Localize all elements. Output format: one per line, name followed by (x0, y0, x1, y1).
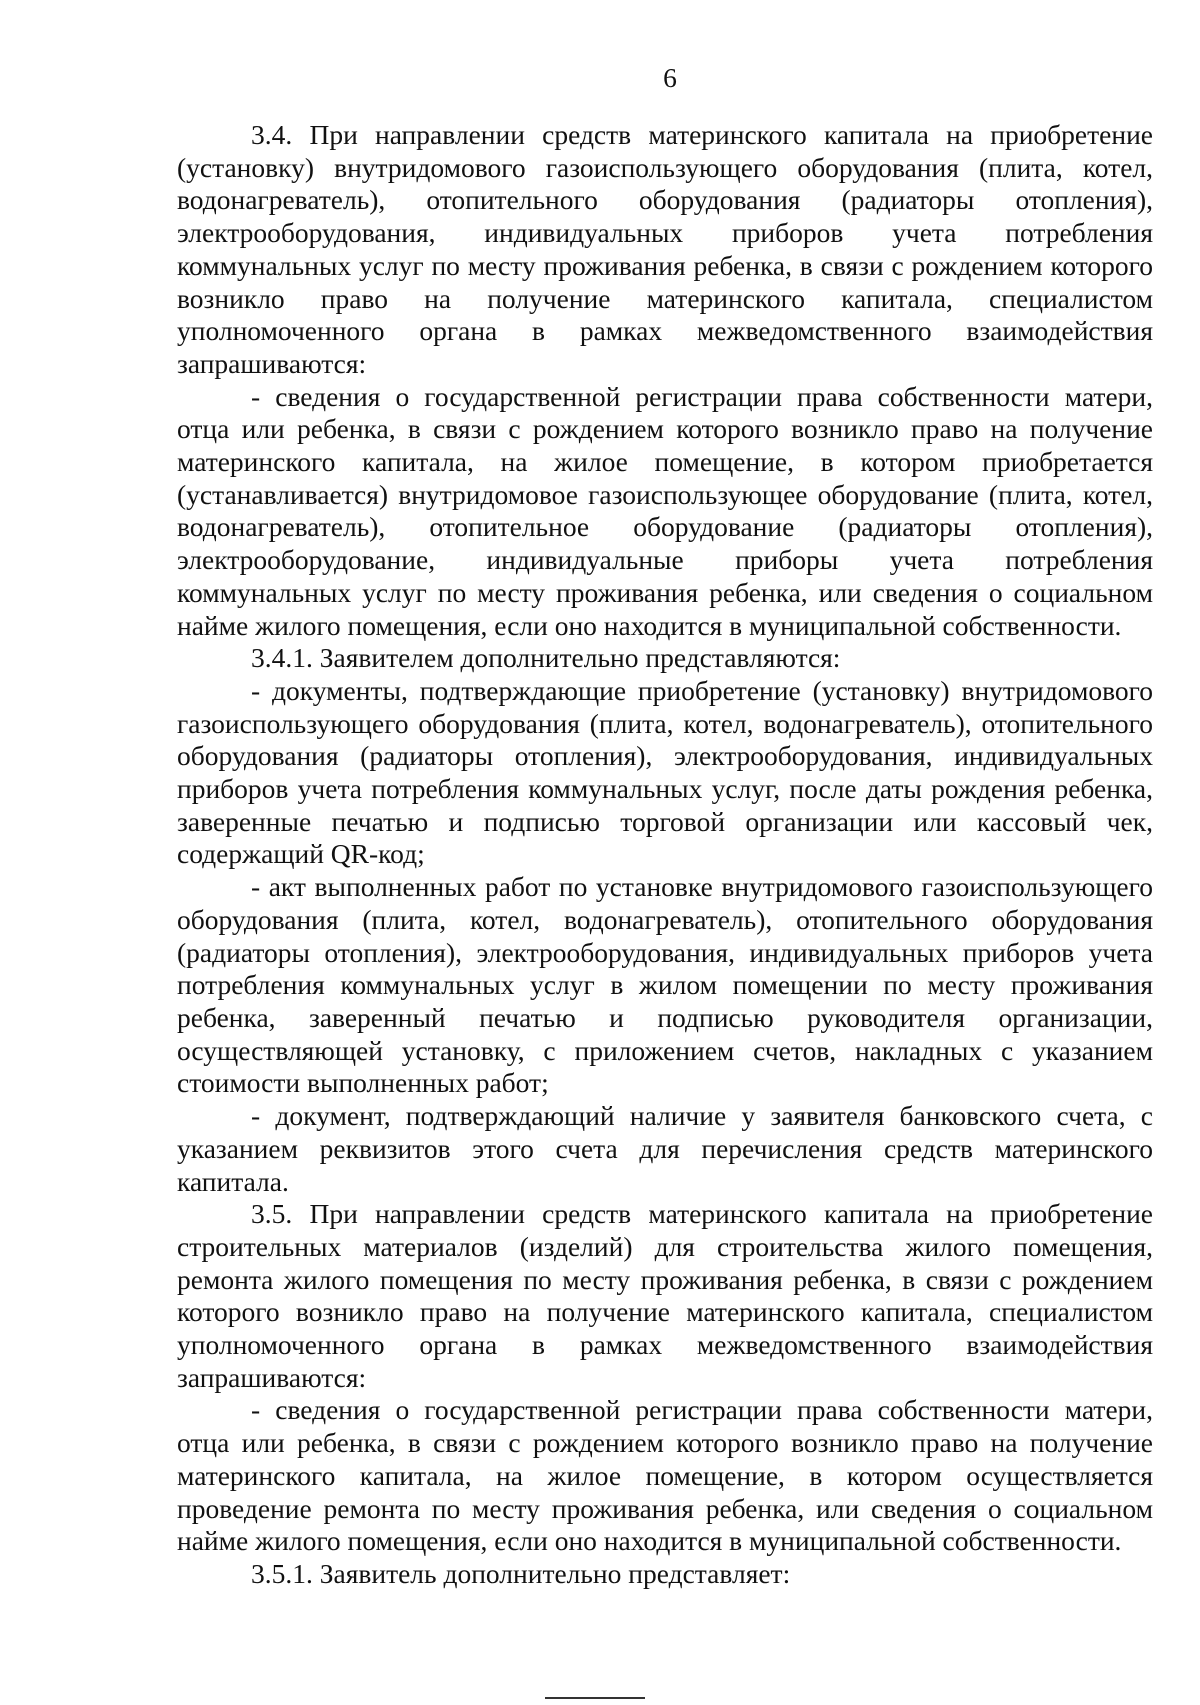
paragraph-3-4-item-registration: - сведения о государственной регистрации права собственности матери, отца или ребенка, в связи с рождением которого возникло право на получение материнского капитала, на жилое помещение, в котором приобретается (устанавливается) внутридомовое газоиспользующее оборудование (плита, котел, водонагреватель), отопительное оборудование (радиаторы отопления), электрооборудование, индивидуальные приборы учета потребления коммунальных услуг по месту проживания ребенка, или сведения о социальном найме жилого помещения, если оно находится в муниципальной собственности. (177, 380, 1153, 641)
paragraph-3-4-1: 3.4.1. Заявителем дополнительно представляются: (251, 642, 841, 674)
paragraph-3-4-1-item-bank-account: - документ, подтверждающий наличие у заявителя банковского счета, с указанием реквизитов этого счета для перечисления средств материнского капитала. (177, 1100, 1153, 1197)
paragraph-3-4-1-item-act: - акт выполненных работ по установке внутридомового газоиспользующего оборудования (плита, котел, водонагреватель), отопительного оборудования (радиаторы отопления), электрооборудования, индивидуальных приборов учета потребления коммунальных услуг в жилом помещении по месту проживания ребенка, заверенный печатью и подписью руководителя организации, осуществляющей установку, с приложением счетов, накладных с указанием стоимости выполненных работ; (177, 871, 1153, 1099)
paragraph-3-4: 3.4. При направлении средств материнского капитала на приобретение (установку) внутридомового газоиспользующего оборудования (плита, котел, водонагреватель), отопительного оборудования (радиаторы отопления), электрооборудования, индивидуальных приборов учета потребления коммунальных услуг по месту проживания ребенка, в связи с рождением которого возникло право на получение материнского капитала, специалистом уполномоченного органа в рамках межведомственного взаимодействия запрашиваются: (177, 119, 1153, 379)
document-body (177, 119, 1153, 1591)
paragraph-3-4-1-item-documents: - документы, подтверждающие приобретение (установку) внутридомового газоиспользующего оборудования (плита, котел, водонагреватель), отопительного оборудования (радиаторы отопления), электрооборудования, индивидуальных приборов учета потребления коммунальных услуг, после даты рождения ребенка, заверенные печатью и подписью торговой организации или кассовый чек, содержащий QR-код; (177, 674, 1153, 870)
paragraph-3-5: 3.5. При направлении средств материнского капитала на приобретение строительных материалов (изделий) для строительства жилого помещения, ремонта жилого помещения по месту проживания ребенка, в связи с рождением которого возникло право на получение материнского капитала, специалистом уполномоченного органа в рамках межведомственного взаимодействия запрашиваются: (177, 1198, 1153, 1393)
paragraph-3-5-1: 3.5.1. Заявитель дополнительно представляет: (251, 1557, 791, 1589)
paragraph-3-5-item-registration: - сведения о государственной регистрации права собственности матери, отца или ребенка, в связи с рождением которого возникло право на получение материнского капитала, на жилое помещение, в котором осуществляется проведение ремонта по месту проживания ребенка, или сведения о социальном найме жилого помещения, если оно находится в муниципальной собственности. (177, 1394, 1153, 1557)
page-number: 6 (663, 62, 677, 93)
bottom-edge-mark (545, 1697, 645, 1699)
